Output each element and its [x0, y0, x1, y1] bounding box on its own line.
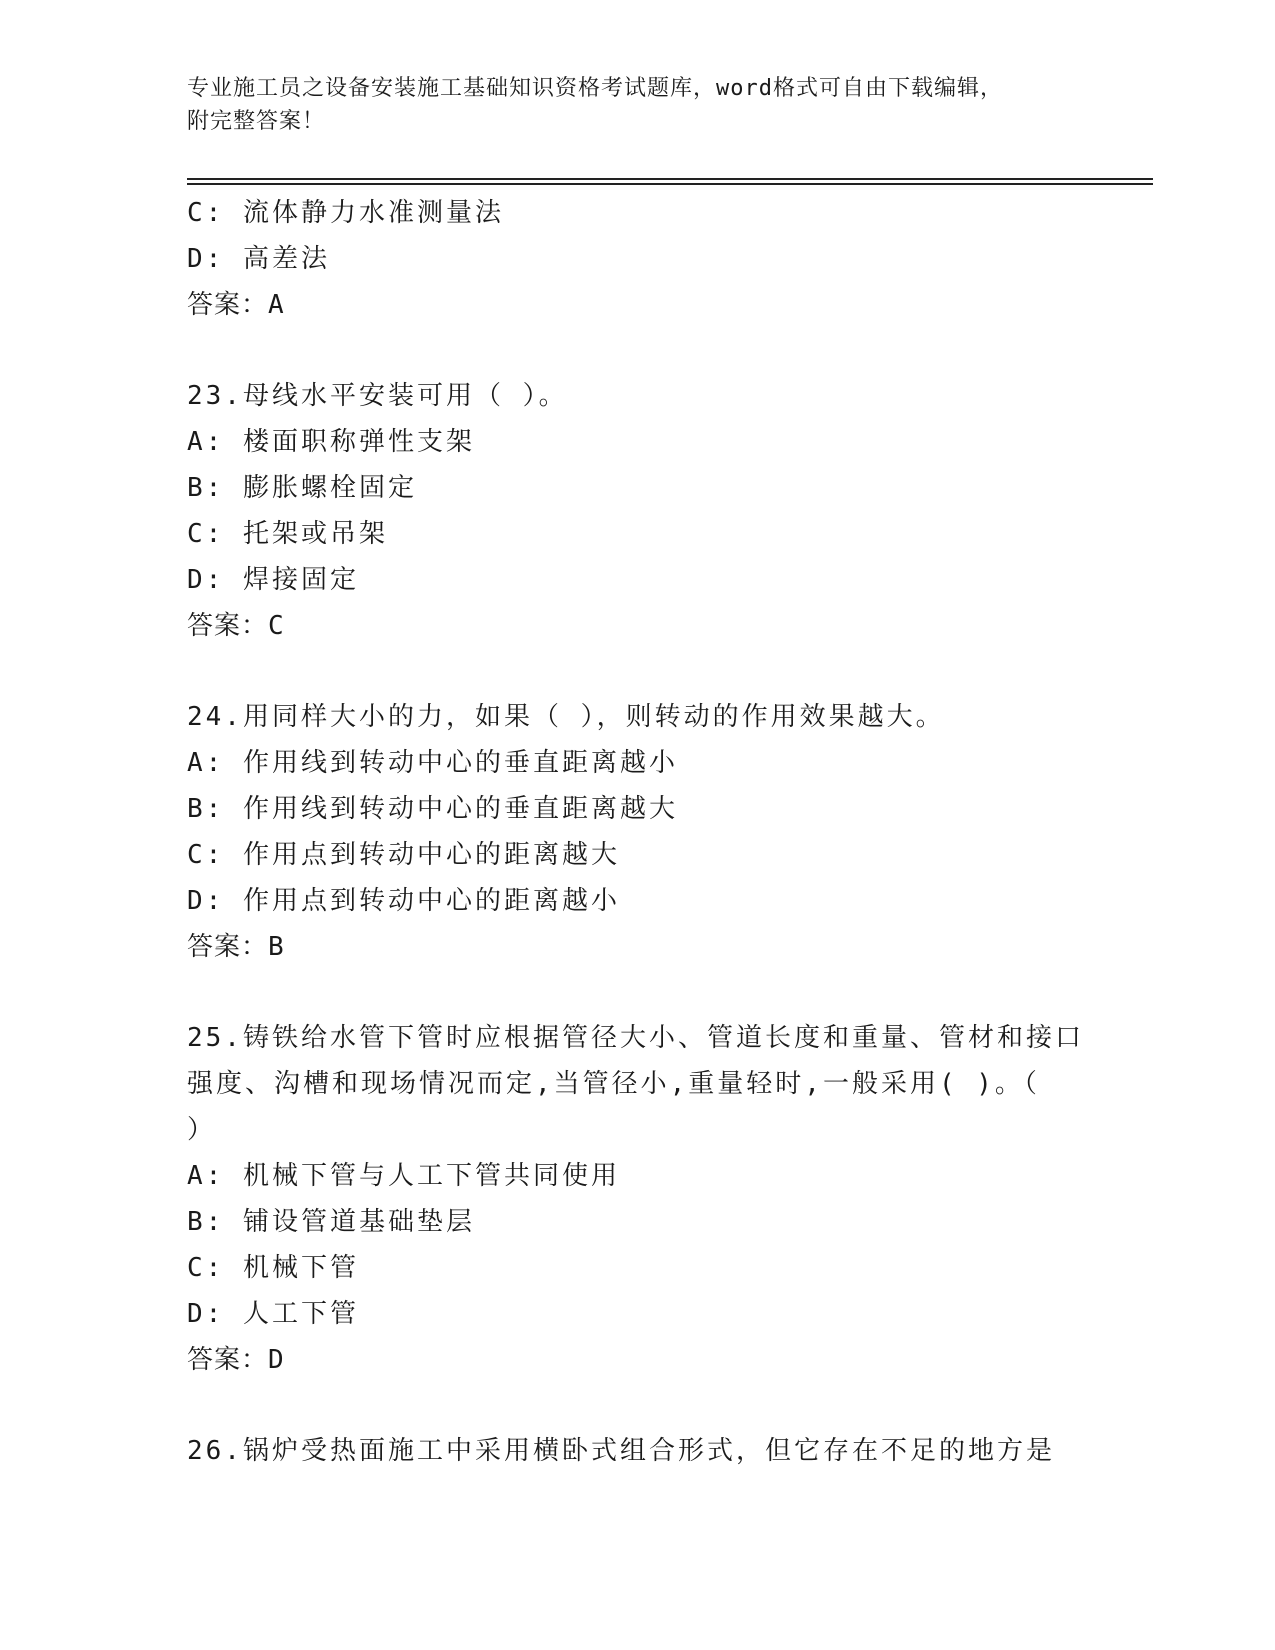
answer-value: B	[268, 932, 285, 962]
option-d: D: 焊接固定	[187, 565, 359, 595]
option-b: B: 膨胀螺栓固定	[187, 473, 417, 503]
question-list	[187, 190, 1087, 1474]
option-c: C: 作用点到转动中心的距离越大	[187, 840, 620, 870]
option-c: C: 机械下管	[187, 1253, 359, 1283]
option-a: A: 楼面职称弹性支架	[187, 427, 475, 457]
option-c: C: 托架或吊架	[187, 519, 388, 549]
answer-line	[187, 282, 1087, 328]
question-stem: 24.用同样大小的力，如果（ ），则转动的作用效果越大。	[187, 702, 945, 732]
option-c: C: 流体静力水准测量法	[187, 198, 504, 228]
option-a: A: 作用线到转动中心的垂直距离越小	[187, 748, 678, 778]
option-b: B: 铺设管道基础垫层	[187, 1207, 475, 1237]
question-stem: 23.母线水平安装可用（ ）。	[187, 381, 568, 411]
question-24	[187, 694, 1087, 970]
spacer	[187, 649, 1087, 694]
answer-label: 答案：	[187, 611, 269, 641]
spacer	[187, 970, 1087, 1015]
option-a: A: 机械下管与人工下管共同使用	[187, 1161, 620, 1191]
option-d: D: 作用点到转动中心的距离越小	[187, 886, 620, 916]
answer-line	[187, 1337, 1087, 1383]
question-stem: 26.锅炉受热面施工中采用横卧式组合形式，但它存在不足的地方是	[187, 1436, 1055, 1466]
option-b: B: 作用线到转动中心的垂直距离越大	[187, 794, 678, 824]
header-divider-top	[187, 178, 1153, 180]
spacer	[187, 328, 1087, 373]
question-23	[187, 373, 1087, 649]
document-header	[187, 72, 1067, 138]
question-stem-line-3: ）	[187, 1115, 217, 1145]
answer-label: 答案：	[187, 290, 269, 320]
answer-label: 答案：	[187, 932, 269, 962]
header-line-1: 专业施工员之设备安装施工基础知识资格考试题库，word格式可自由下载编辑，	[187, 76, 1003, 101]
answer-line	[187, 924, 1087, 970]
question-25	[187, 1015, 1087, 1383]
question-stem-line-2: 强度、沟槽和现场情况而定,当管径小,重量轻时,一般采用( )。（	[187, 1069, 1040, 1099]
header-divider-bottom	[187, 183, 1153, 185]
question-22-continued	[187, 190, 1087, 328]
answer-line	[187, 603, 1087, 649]
answer-value: D	[268, 1345, 285, 1375]
header-line-2: 附完整答案！	[187, 109, 326, 134]
question-stem-line-1: 25.铸铁给水管下管时应根据管径大小、管道长度和重量、管材和接口	[187, 1023, 1084, 1053]
answer-label: 答案：	[187, 1345, 269, 1375]
option-d: D: 高差法	[187, 244, 330, 274]
answer-value: A	[268, 290, 285, 320]
question-26	[187, 1428, 1087, 1474]
option-d: D: 人工下管	[187, 1299, 359, 1329]
answer-value: C	[268, 611, 285, 641]
spacer	[187, 1383, 1087, 1428]
